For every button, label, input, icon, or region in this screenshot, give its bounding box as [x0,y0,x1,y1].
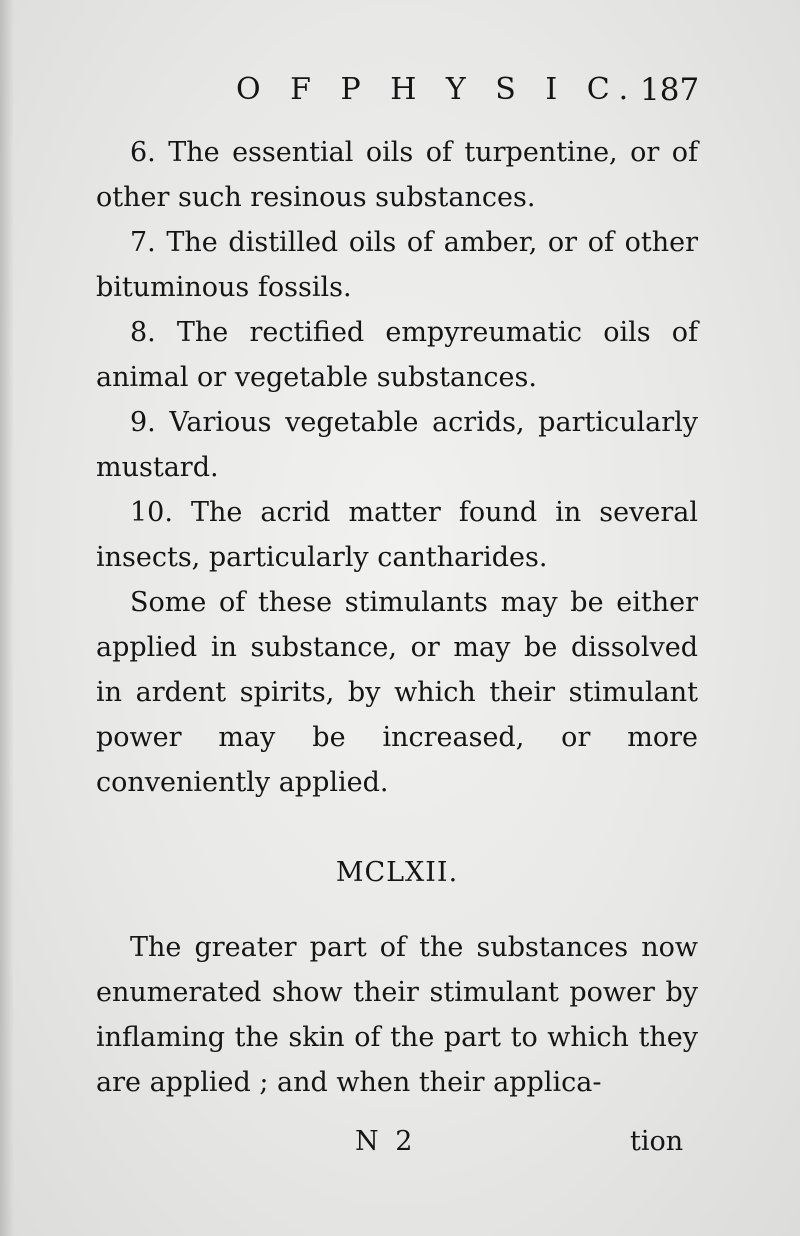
page-number: 187 [640,72,700,108]
running-head [0,68,800,112]
paragraph-stimulants: Some of these stimulants may be either applied in substance, or may be dissolved in ardent spirits, by which their stimulant power may be increased, or more conveniently applied. [96,587,698,798]
paragraph-item-6: 6. The essential oils of turpentine, or of other such resinous substances. [96,137,698,213]
section-heading: MCLXII. [335,857,459,888]
signature-mark: N 2 [355,1126,417,1157]
section-paragraph: The greater part of the substances now enumerated show their stimulant power by inflaming the skin of the part to which they are applied ; and when their applica- [96,932,698,1098]
spacer [96,805,698,850]
paragraph-item-7: 7. The distilled oils of amber, or of other bituminous fossils. [96,227,698,303]
running-head-title: O F P H Y S I C. [236,72,639,107]
paragraph-item-8: 8. The rectified empyreumatic oils of animal or vegetable substances. [96,317,698,393]
body-text [96,130,698,1105]
spacer [96,895,698,925]
paragraph-item-10: 10. The acrid matter found in several insects, particularly cantharides. [96,497,698,573]
page-edge-shadow [0,0,14,1236]
catchword: tion [630,1126,684,1157]
paragraph-item-9: 9. Various vegetable acrids, particularly mustard. [96,407,698,483]
page-footer [0,1122,800,1162]
